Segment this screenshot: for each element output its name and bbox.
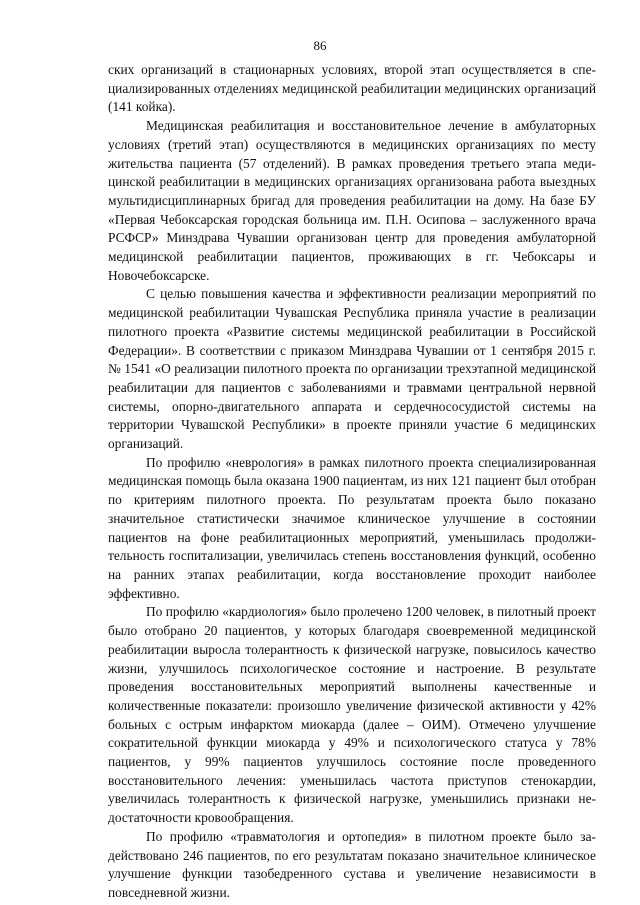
paragraph-5: По профилю «кардиология» было пролечено 1200 человек, в пилотный проект было отобрано 20 пациентов, у которых благодаря своевременной медицинской реабилитации выросла толерантность к физической нагрузке, повысилось качество жизни, улучшилось психологическое состояние и настроение. В результате проведения восстановительных мероприятий выполнены качественные и количественные показатели: произошло увеличение физической активности у 42% больных с острым инфарктом миокарда (далее – ОИМ). Отмечено улучшение сократительной функции миокарда у 49% и психологического статуса у 78% пациентов, у 99% пациентов улучшилось состояние после проведенного восстановительного лечения: уменьшилась частота приступов стенокардии, увеличилась толерантность к физической нагрузке, уменьшились признаки недостаточности кровообращения.: [108, 604, 596, 826]
paragraph-2: Медицинская реабилитация и восстановительное лечение в амбулаторных условиях (третий этап) осуществляются в медицинских организациях по месту жительства пациента (57 отделений). В рамках проведения третьего этапа медицинской реабилитации в медицинских организациях организована работа выездных мультидисциплинарных бригад для проведения реабилитации на дому. На базе БУ «Первая Чебоксарская городская больница им. П.Н. Осипова – заслуженного врача РСФСР» Минздрава Чувашии организован центр для проведения амбулаторной медицинской реабилитации пациентов, проживающих в гг. Чебоксары и Новочебоксарске.: [108, 118, 596, 283]
paragraph-6: По профилю «травматология и ортопедия» в пилотном проекте было задействовано 246 пациентов, по его результатам показано значительное клиническое улучшение функции тазобедренного сустава и увеличение независимости в повседневной жизни.: [108, 828, 596, 900]
page-number: 86: [313, 38, 327, 53]
paragraph-1: ских организаций в стационарных условиях, второй этап осуществляется в специализированных отделениях медицинской реабилитации медицинских организаций (141 койка).: [108, 62, 596, 115]
paragraph-3: С целью повышения качества и эффективности реализации мероприятий по медицинской реабилитации Чувашская Республика приняла участие в реализации пилотного проекта «Развитие системы медицинской реабилитации в Российской Федерации». В соответствии с приказом Минздрава Чувашии от 1 сентября 2015 г. № 1541 «О реализации пилотного проекта по организации трехэтапной медицинской реабилитации для пациентов с заболеваниями и травмами центральной нервной системы, опорно-двигательного аппарата и сердечнососудистой системы на территории Чувашской Республики» в проекте приняли участие 6 медицинских организаций.: [108, 286, 596, 452]
document-body: [108, 61, 596, 903]
paragraph-4: По профилю «неврология» в рамках пилотного проекта специализированная медицинская помощь была оказана 1900 пациентам, из них 121 пациент был отобран по критериям пилотного проекта. По результатам проекта было показано значительное статистически значимое клиническое улучшение в состоянии пациентов на фоне реабилитационных мероприятий, уменьшилась продолжительность госпитализации, увеличилась степень восстановления функций, особенно на ранних этапах реабилитации, когда восстановление проходит наиболее эффективно.: [108, 454, 596, 601]
